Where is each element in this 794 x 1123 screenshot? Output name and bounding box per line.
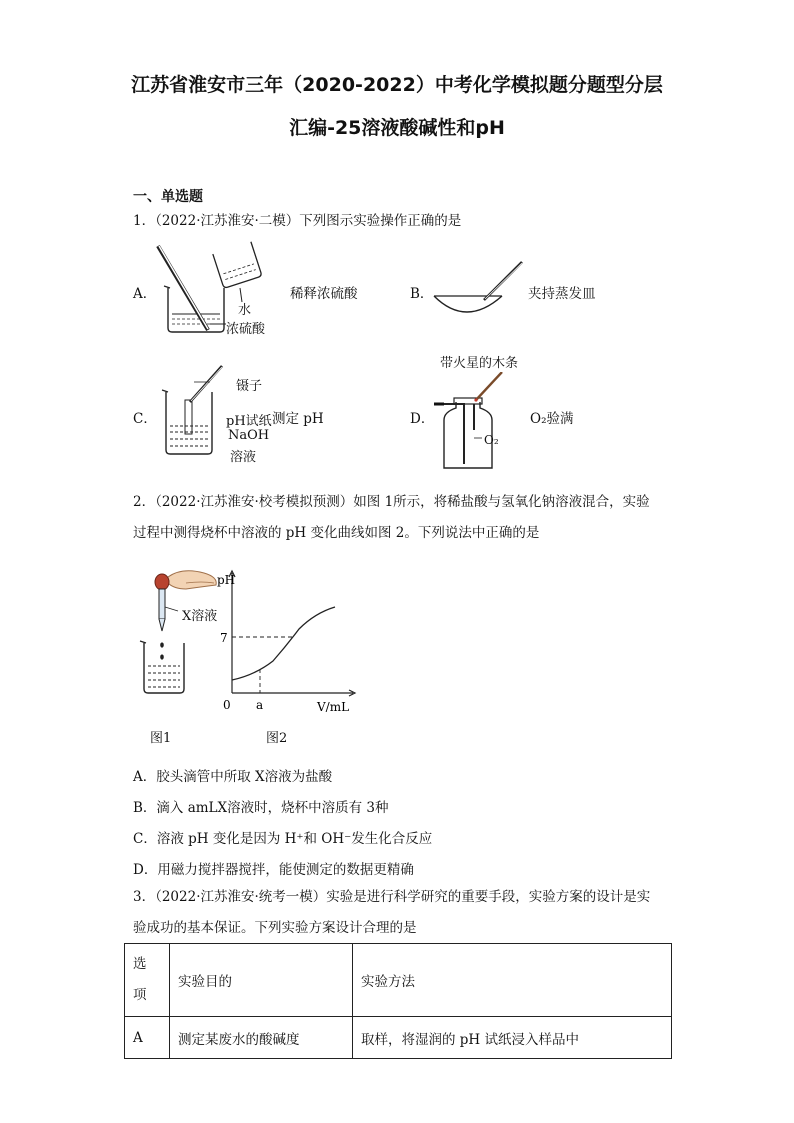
label-solution: 溶液 [230,450,257,465]
q1-option-d-letter: D． [410,411,435,427]
label-o2-in-bottle: O₂ [484,433,499,447]
table-header-option: 选 项 [125,944,170,1017]
q1-option-a-caption: 稀释浓硫酸 [290,286,358,302]
label-ph-paper: pH试纸 [226,414,272,429]
table-cell-method: 取样，将湿润的 pH 试纸浸入样品中 [353,1017,672,1059]
experiment-plan-table [124,943,672,1059]
q1-option-a-letter: A． [133,286,157,302]
label-water: 水 [238,303,252,318]
q2-choice-a: A．胶头滴管中所取 X溶液为盐酸 [133,769,333,785]
table-header-method: 实验方法 [353,944,672,1017]
graph-x-tick-a: a [256,698,264,712]
q2-choice-c: C．溶液 pH 变化是因为 H⁺和 OH⁻发生化合反应 [133,831,433,847]
graph-y-tick-7: 7 [220,631,228,645]
question-3-stem-line-2: 验成功的基本保证。下列实验方案设计合理的是 [133,920,417,936]
q2-choice-d: D．用磁力搅拌器搅拌，能使测定的数据更精确 [133,862,414,878]
table-cell-purpose: 测定某废水的酸碱度 [170,1017,353,1059]
document-title-line-1: 江苏省淮安市三年（2020-2022）中考化学模拟题分题型分层 [131,74,663,96]
question-3-stem-line-1: 3．（2022·江苏淮安·统考一模）实验是进行科学研究的重要手段，实验方案的设计是实 [133,889,651,905]
q1-option-d-caption: O₂验满 [530,411,574,427]
table-header-purpose: 实验目的 [170,944,353,1017]
question-2-stem-line-2: 过程中测得烧杯中溶液的 pH 变化曲线如图 2。下列说法中正确的是 [133,525,540,541]
document-title-line-2: 汇编-25溶液酸碱性和pH [289,117,505,139]
table-header-row [125,944,672,1017]
gas-bottle-diagram [432,372,512,474]
graph-y-label: pH [217,573,236,587]
graph-x-label: V/mL [317,700,350,714]
section-heading: 一、单选题 [133,189,203,205]
evaporating-dish-diagram [430,258,530,322]
label-conc-sulfuric-acid: 浓硫酸 [226,322,266,337]
question-1-stem: 1．（2022·江苏淮安·二模）下列图示实验操作正确的是 [133,213,462,229]
figure-2-caption: 图2 [266,731,288,746]
ph-curve-graph [215,565,360,715]
q1-option-c-caption: 测定 pH [272,411,324,427]
table-cell-option: A [125,1017,170,1059]
label-glowing-splint: 带火星的木条 [440,356,519,371]
figure-1-caption: 图1 [150,731,172,746]
q1-option-b-caption: 夹持蒸发皿 [528,286,596,302]
question-2-stem-line-1: 2．（2022·江苏淮安·校考模拟预测）如图 1所示，将稀盐酸与氢氧化钠溶液混合，实验 [133,494,650,510]
q1-option-b-letter: B． [410,286,434,302]
graph-origin: 0 [223,698,231,712]
label-tweezers: 镊子 [236,379,263,394]
dilution-diagram [150,240,300,340]
q1-option-c-letter: C． [133,411,157,427]
table-row [125,1017,672,1059]
label-x-solution: X溶液 [182,609,218,624]
q2-choice-b: B．滴入 amLX溶液时，烧杯中溶质有 3种 [133,800,389,816]
ph-test-diagram [150,362,230,460]
label-naoh: NaOH [228,428,270,443]
